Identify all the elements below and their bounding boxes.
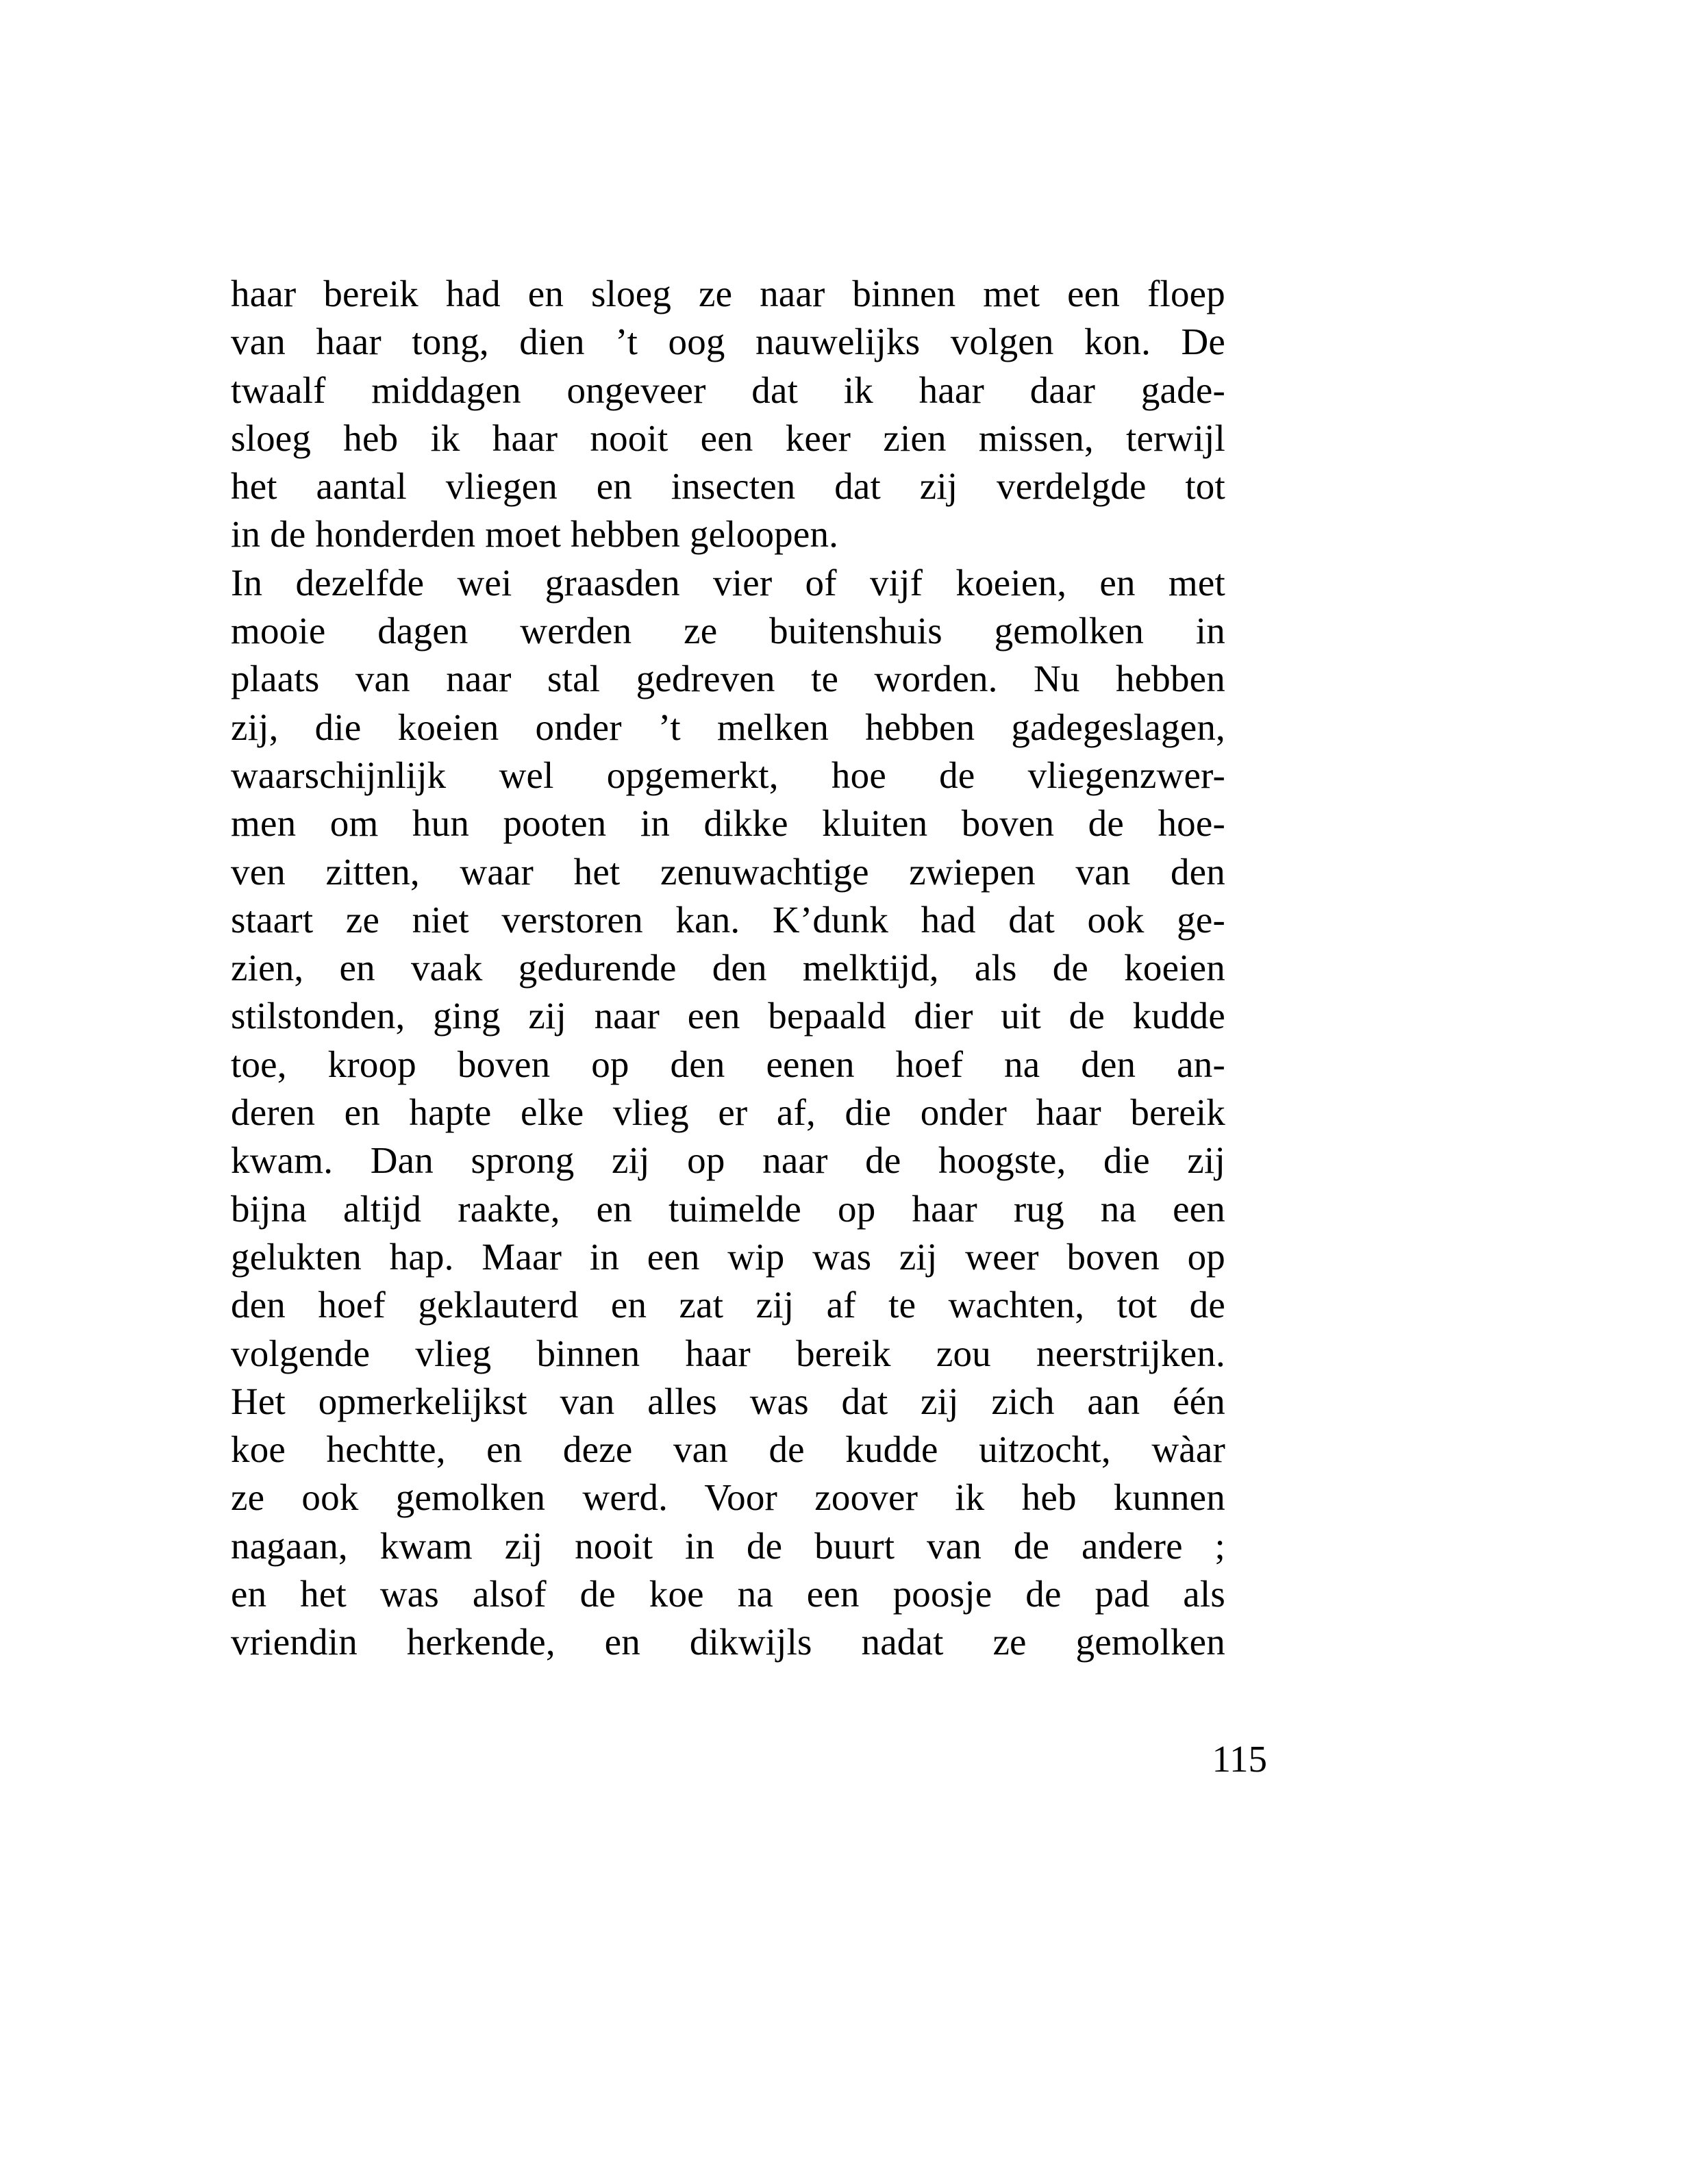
text-line: gelukten hap. Maar in een wip was zij weer boven op	[231, 1235, 1225, 1278]
text-line: In dezelfde wei graasden vier of vijf koeien, en met	[231, 561, 1225, 604]
page-number: 115	[1212, 1738, 1267, 1780]
text-line: Het opmerkelijkst van alles was dat zij zich aan één	[231, 1380, 1225, 1422]
text-line: stilstonden, ging zij naar een bepaald dier uit de kudde	[231, 995, 1225, 1037]
text-line: deren en hapte elke vlieg er af, die onder haar bereik	[231, 1091, 1225, 1134]
text-line: en het was alsof de koe na een poosje de pad als	[231, 1573, 1225, 1615]
text-line: ze ook gemolken werd. Voor zoover ik heb kunnen	[231, 1476, 1225, 1519]
text-line: staart ze niet verstoren kan. K’dunk had dat ook ge-	[231, 898, 1225, 941]
text-line: vriendin herkende, en dikwijls nadat ze gemolken	[231, 1621, 1225, 1663]
text-line: kwam. Dan sprong zij op naar de hoogste, die zij	[231, 1139, 1225, 1182]
text-line: toe, kroop boven op den eenen hoef na den an-	[231, 1043, 1225, 1085]
text-block	[231, 270, 1225, 1667]
text-line: zien, en vaak gedurende den melktijd, als de koeien	[231, 947, 1225, 989]
text-line: bijna altijd raakte, en tuimelde op haar rug na een	[231, 1187, 1225, 1230]
text-line: het aantal vliegen en insecten dat zij verdelgde tot	[231, 465, 1225, 508]
text-line: plaats van naar stal gedreven te worden. Nu hebben	[231, 658, 1225, 700]
text-line: mooie dagen werden ze buitenshuis gemolken in	[231, 610, 1225, 652]
text-line: ven zitten, waar het zenuwachtige zwiepen van den	[231, 850, 1225, 893]
text-line: zij, die koeien onder ’t melken hebben gadegeslagen,	[231, 706, 1225, 748]
text-line: volgende vlieg binnen haar bereik zou neerstrijken.	[231, 1332, 1225, 1374]
text-line: in de honderden moet hebben geloopen.	[231, 513, 839, 556]
text-line: men om hun pooten in dikke kluiten boven de hoe-	[231, 802, 1225, 845]
text-line: koe hechtte, en deze van de kudde uitzocht, wàar	[231, 1428, 1225, 1471]
text-line: waarschijnlijk wel opgemerkt, hoe de vliegenzwer-	[231, 754, 1225, 796]
text-line: sloeg heb ik haar nooit een keer zien missen, terwijl	[231, 417, 1225, 459]
text-line: van haar tong, dien ’t oog nauwelijks volgen kon. De	[231, 321, 1225, 363]
text-line: twaalf middagen ongeveer dat ik haar daar gade-	[231, 369, 1225, 411]
text-line: nagaan, kwam zij nooit in de buurt van de andere ;	[231, 1524, 1225, 1567]
text-line: haar bereik had en sloeg ze naar binnen met een floep	[231, 273, 1225, 314]
text-line: den hoef geklauterd en zat zij af te wachten, tot de	[231, 1284, 1225, 1326]
